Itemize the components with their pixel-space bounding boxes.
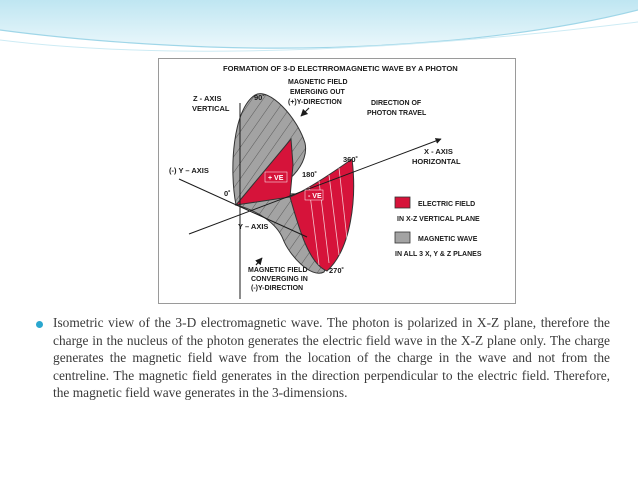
angle-360: 360˚ [343, 155, 359, 164]
angle-270: 270˚ [329, 266, 345, 275]
y-neg-axis-label: (-) Y – AXIS [169, 166, 209, 175]
mag-out-label-2: EMERGING OUT [290, 89, 345, 96]
angle-90: 90˚ [254, 93, 265, 102]
mag-in-arrow [256, 258, 262, 265]
travel-label-1: DIRECTION OF [371, 100, 422, 107]
legend-electric-label-1: ELECTRIC FIELD [418, 201, 476, 208]
legend-magnetic-label-1: MAGNETIC WAVE [418, 236, 478, 243]
em-wave-diagram [158, 58, 516, 304]
mag-in-label-2: CONVERGING IN [251, 276, 308, 283]
diagram-title: FORMATION OF 3-D ELECTRROMAGNETIC WAVE BY A PHOTON [223, 64, 458, 73]
plus-ve-label: + VE [268, 175, 284, 182]
z-axis-label-1: Z - AXIS [193, 94, 222, 103]
legend-magnetic-label-2: IN ALL 3 X, Y & Z PLANES [395, 251, 482, 258]
y-axis-label: Y – AXIS [238, 222, 269, 231]
mag-out-label-3: (+)Y-DIRECTION [288, 99, 342, 106]
legend-magnetic-swatch [395, 232, 410, 243]
z-axis-label-2: VERTICAL [192, 104, 230, 113]
angle-0: 0˚ [224, 189, 231, 198]
travel-label-2: PHOTON TRAVEL [367, 110, 427, 117]
minus-ve-label: - VE [308, 193, 322, 200]
slide-bullet [36, 314, 610, 402]
bullet-text: Isometric view of the 3-D electromagnetic wave. The photon is polarized in X-Z plane, therefore the charge in the nucleus of the photon generates the electric field wave in the X-Z plane only. The charge generates the magnetic field wave from the location of the charge in the wave and not from the centreline. The magnetic field generates in the direction perpendicular to the electric field. Therefore, the magnetic field wave generates in the 3-dimensions. [53, 315, 610, 400]
diagram-canvas [159, 59, 515, 303]
mag-out-arrow [301, 108, 309, 116]
mag-in-label-1: MAGNETIC FIELD [248, 267, 308, 274]
mag-out-label-1: MAGNETIC FIELD [288, 79, 348, 86]
x-axis-label-2: HORIZONTAL [412, 157, 461, 166]
angle-180: 180˚ [302, 170, 318, 179]
legend-electric-swatch [395, 197, 410, 208]
mag-in-label-3: (-)Y-DIRECTION [251, 285, 304, 292]
x-axis-label-1: X - AXIS [424, 147, 453, 156]
legend-electric-label-2: IN X-Z VERTICAL PLANE [397, 216, 480, 223]
bullet-icon [36, 321, 43, 328]
